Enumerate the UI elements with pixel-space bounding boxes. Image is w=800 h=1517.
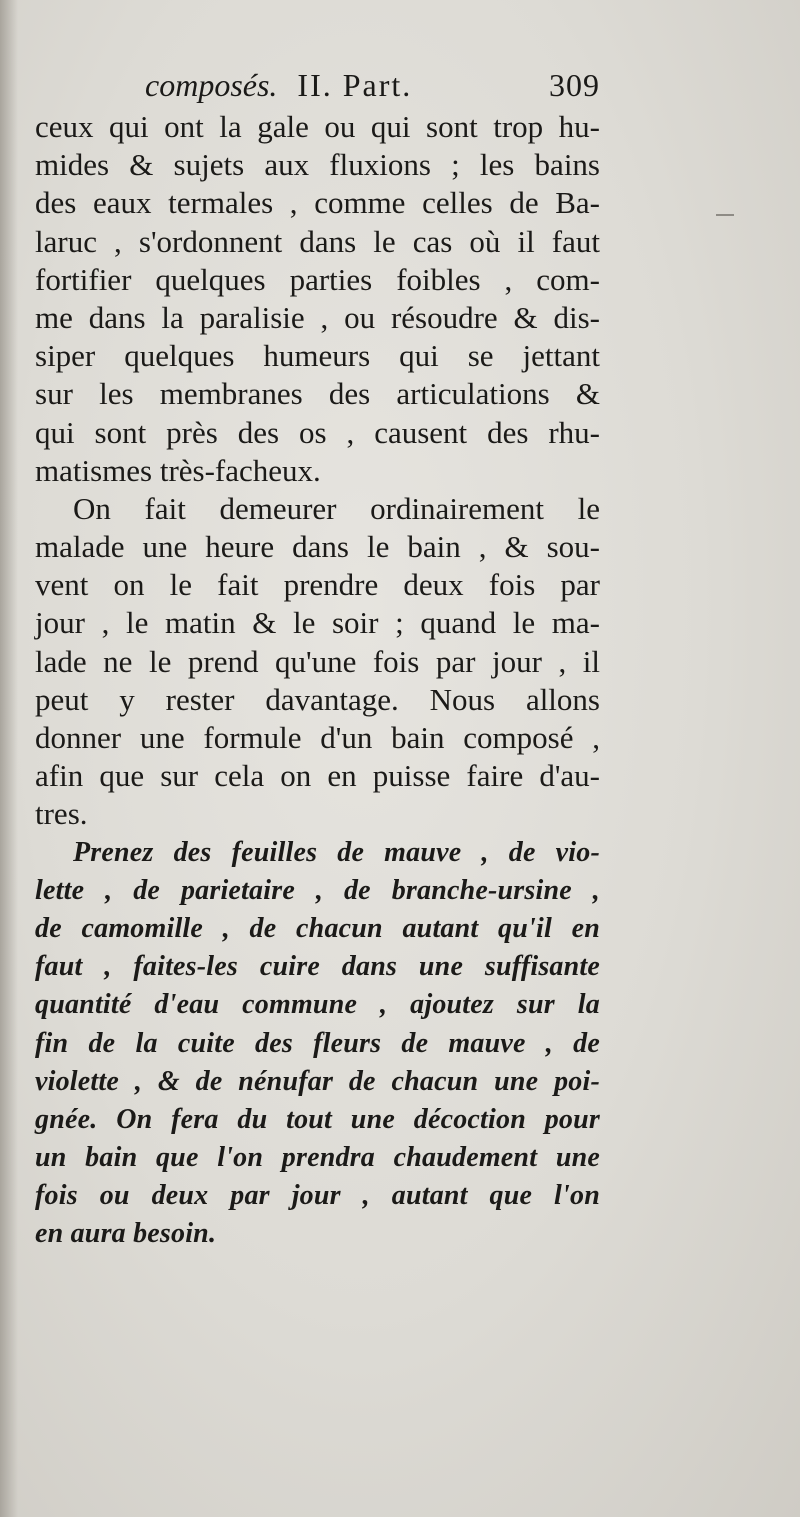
text-line: malade une heure dans le bain , & sou- (35, 529, 600, 565)
text-line: ceux qui ont la gale ou qui sont trop hu- (35, 109, 600, 144)
margin-mark (716, 214, 734, 216)
text-line: fin de la cuite des fleurs de mauve , de (35, 1027, 600, 1059)
paragraph-1 (35, 108, 600, 490)
gutter-shadow (0, 0, 18, 1517)
body-text (35, 108, 600, 1254)
text-line: quantité d'eau commune , ajoutez sur la (35, 989, 600, 1021)
text-line: faut , faites-les cuire dans une suffisante (35, 951, 600, 983)
text-line: matismes très-facheux. (35, 452, 321, 488)
text-line: des eaux termales , comme celles de Ba- (35, 185, 600, 221)
text-line: Prenez des feuilles de mauve , de vio- (73, 836, 600, 868)
text-line: jour , le matin & le soir ; quand le ma- (35, 605, 600, 641)
text-line: de camomille , de chacun autant qu'il en (35, 912, 600, 944)
text-line: un bain que l'on prendra chaudement une (35, 1142, 600, 1174)
recipe-paragraph (35, 834, 600, 1254)
text-line: peut y rester davantage. Nous allons (35, 681, 600, 717)
text-line: me dans la paralisie , ou résoudre & dis- (35, 299, 600, 335)
text-line: gnée. On fera du tout une décoction pour (35, 1103, 600, 1135)
text-line: fois ou deux par jour , autant que l'on (35, 1180, 600, 1212)
text-line: donner une formule d'un bain composé , (35, 720, 600, 755)
text-line: mides & sujets aux fluxions ; les bains (35, 147, 600, 183)
text-line: violette , & de nénufar de chacun une poi- (35, 1065, 600, 1097)
text-line: afin que sur cela on en puisse faire d'au- (35, 758, 600, 794)
text-line: laruc , s'ordonnent dans le cas où il faut (35, 223, 600, 259)
text-line: tres. (35, 796, 88, 832)
paragraph-2 (35, 490, 600, 834)
part-label: II. Part. (297, 67, 413, 103)
text-line: siper quelques humeurs qui se jettant (35, 338, 600, 374)
text-line: vent on le fait prendre deux fois par (35, 567, 600, 603)
text-line: fortifier quelques parties foibles , com- (35, 261, 600, 297)
running-header (145, 62, 600, 108)
page-number: 309 (549, 67, 600, 103)
text-line: sur les membranes des articulations & (35, 376, 600, 412)
text-line: qui sont près des os , causent des rhu- (35, 414, 600, 450)
running-title: composés. (145, 67, 278, 103)
text-line: en aura besoin. (35, 1218, 217, 1250)
text-line: lette , de parietaire , de branche-ursine , (35, 874, 600, 906)
text-line: On fait demeurer ordinairement le (73, 490, 600, 526)
text-line: lade ne le prend qu'une fois par jour , il (35, 643, 600, 679)
